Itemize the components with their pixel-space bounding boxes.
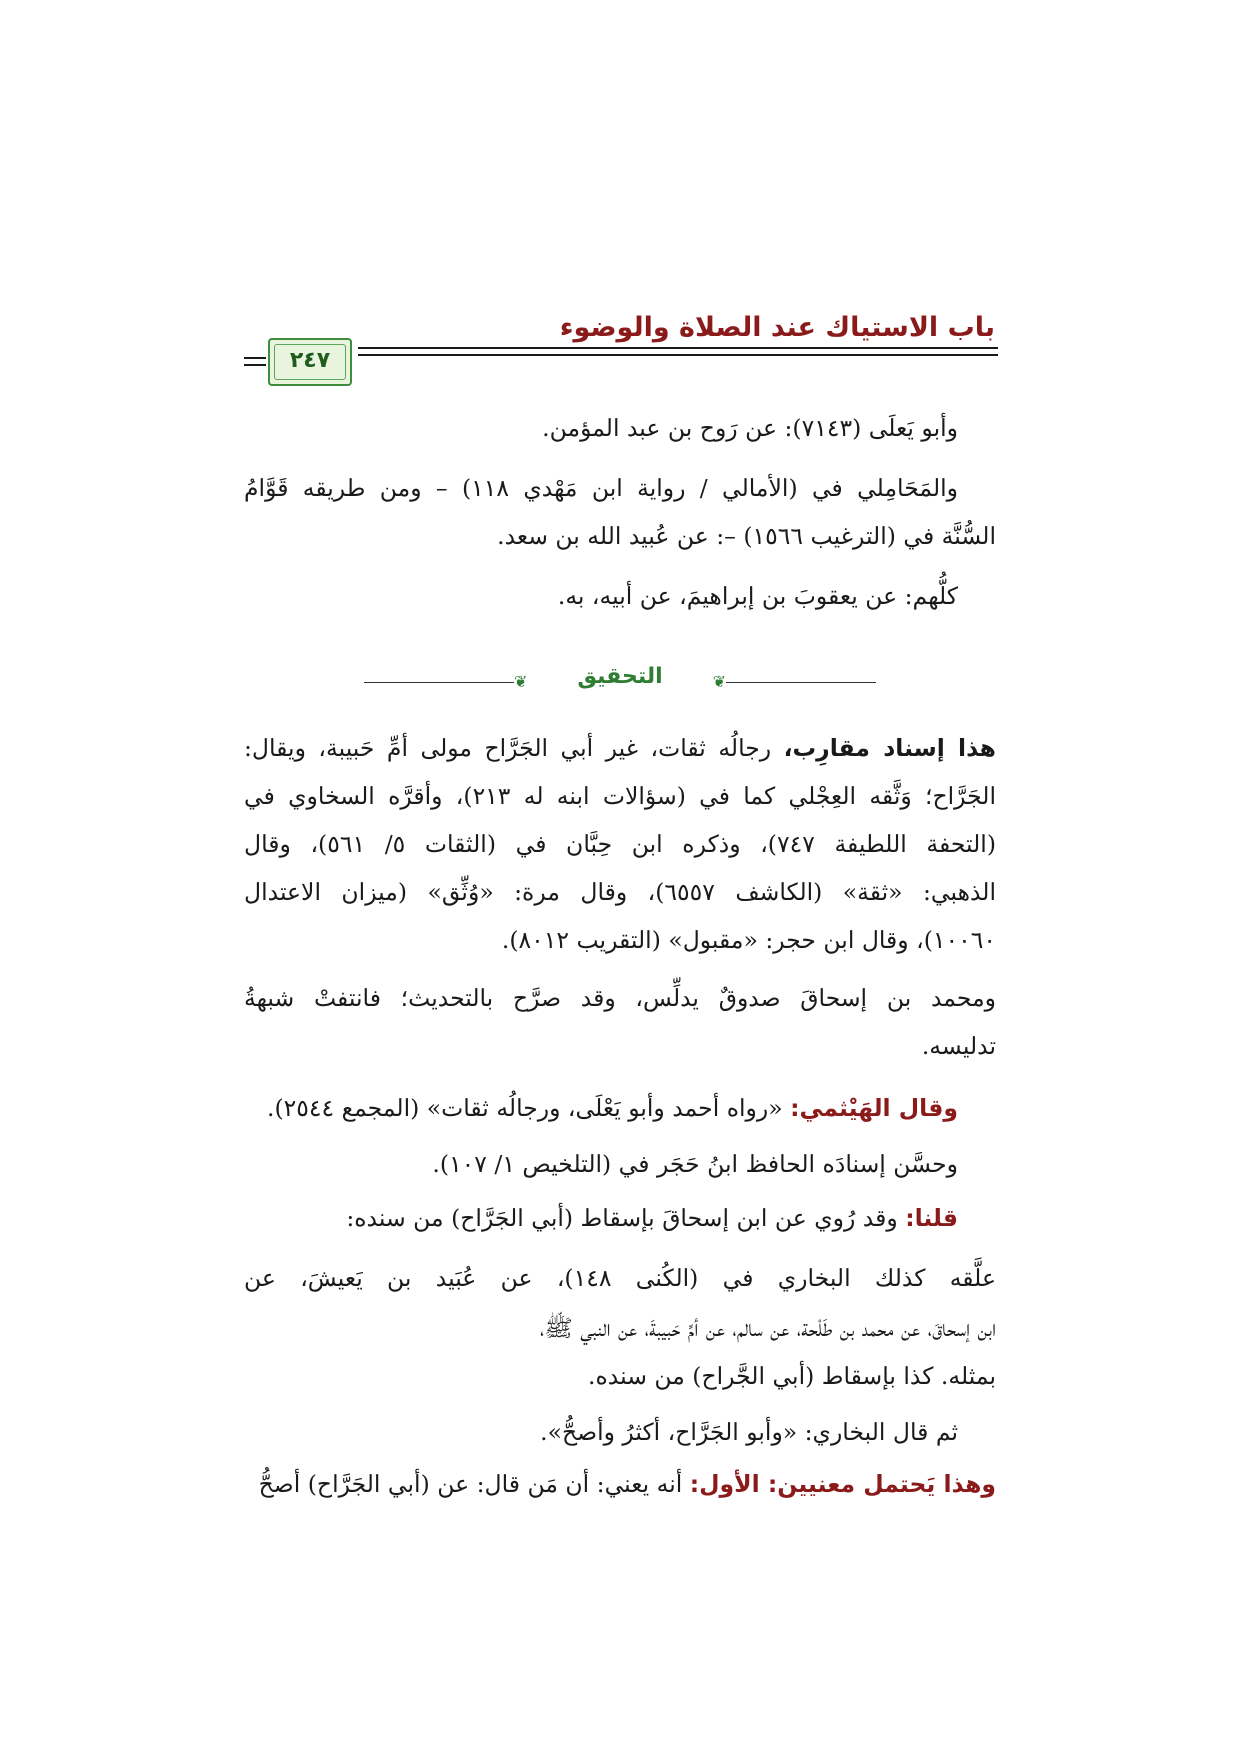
highlighted-label: قلنا:	[905, 1204, 958, 1232]
section-title: التحقيق	[577, 664, 663, 689]
text-line	[244, 1090, 958, 1126]
text-line: بمثله. كذا بإسقاط (أبي الجَّراح) من سنده.	[587, 1362, 996, 1390]
text-line: والمَحَامِلي في (الأمالي / رواية ابن مَهْدي ١١٨) – ومن طريقه قَوَّامُ	[244, 474, 958, 502]
header-rule-right-top	[358, 347, 998, 349]
text-line: ومحمد بن إسحاقَ صدوقٌ يدلِّس، وقد صرَّح بالتحديث؛ فانتفتْ شبهةُ	[244, 984, 996, 1012]
bold-phrase: هذا إسناد مقارِب،	[783, 734, 996, 762]
line-rest: «رواه أحمد وأبو يَعْلَى، ورجالُه ثقات» (المجمع ٢٥٤٤).	[266, 1094, 791, 1122]
text-line: السُّنَّة في (الترغيب ١٥٦٦) –: عن عُبيد الله بن سعد.	[497, 522, 996, 550]
text-line: (التحفة اللطيفة ٧٤٧)، وذكره ابن حِبَّان في (الثقات ٥/ ٥٦١)، وقال	[244, 830, 997, 858]
page-number: ٢٤٧	[289, 348, 331, 373]
highlighted-label: وقال الهَيْثمي:	[790, 1094, 958, 1122]
line-rest: وقد رُوي عن ابن إسحاقَ بإسقاط (أبي الجَرَّاح) من سنده:	[346, 1204, 906, 1232]
text-line: الذهبي: «ثقة» (الكاشف ٦٥٥٧)، وقال مرة: «وُثِّق» (ميزان الاعتدال	[244, 878, 996, 906]
divider-line-left	[364, 682, 514, 683]
divider-line-right	[726, 682, 876, 683]
text-line: كلُّهم: عن يعقوبَ بن إبراهيمَ، عن أبيه، به.	[557, 582, 958, 610]
floral-ornament-icon: ❦	[514, 672, 528, 691]
text-line	[244, 1200, 958, 1236]
line-rest: أنه يعني: أن مَن قال: عن (أبي الجَرَّاح) أصحُّ	[258, 1470, 690, 1498]
section-divider	[244, 664, 996, 700]
text-line: وحسَّن إسنادَه الحافظ ابنُ حَجَر في (التلخيص ١/ ١٠٧).	[432, 1150, 958, 1178]
floral-ornament-icon: ❦	[712, 672, 726, 691]
text-line: ١٠٠٦٠)، وقال ابن حجر: «مقبول» (التقريب ٨٠١٢).	[501, 926, 996, 954]
text-line: ابن إسحاقَ، عن محمد بن طَلْحة، عن سالم، عن أمِّ حَبيبةَ، عن النبي ﷺ،	[539, 1314, 996, 1342]
line-rest: رجالُه ثقات، غير أبي الجَرَّاح مولى أمِّ حَبيبة، ويقال:	[244, 734, 784, 762]
text-line: علَّقه كذلك البخاري في (الكُنى ١٤٨)، عن عُبَيد بن يَعيشَ، عن	[244, 1264, 996, 1292]
header-rule-left-top	[244, 357, 266, 359]
header-rule-left-bottom	[244, 364, 266, 366]
text-line: وأبو يَعلَى (٧١٤٣): عن رَوح بن عبد المؤمن.	[542, 414, 958, 442]
page-number-badge	[268, 338, 352, 386]
highlighted-label: وهذا يَحتمل معنيين: الأول:	[689, 1470, 996, 1498]
text-line: ثم قال البخاري: «وأبو الجَرَّاح، أكثرُ وأصحُّ».	[540, 1418, 958, 1446]
header-rule-right-bottom	[358, 354, 998, 356]
text-line: تدليسه.	[921, 1032, 996, 1060]
text-line	[244, 730, 996, 766]
text-line	[244, 1466, 996, 1502]
chapter-title: باب الاستياك عند الصلاة والوضوء	[559, 312, 995, 343]
text-line: الجَرَّاح؛ وَثَّقه العِجْلي كما في (سؤالات ابنه له ٢١٣)، وأقرَّه السخاوي في	[244, 782, 996, 810]
